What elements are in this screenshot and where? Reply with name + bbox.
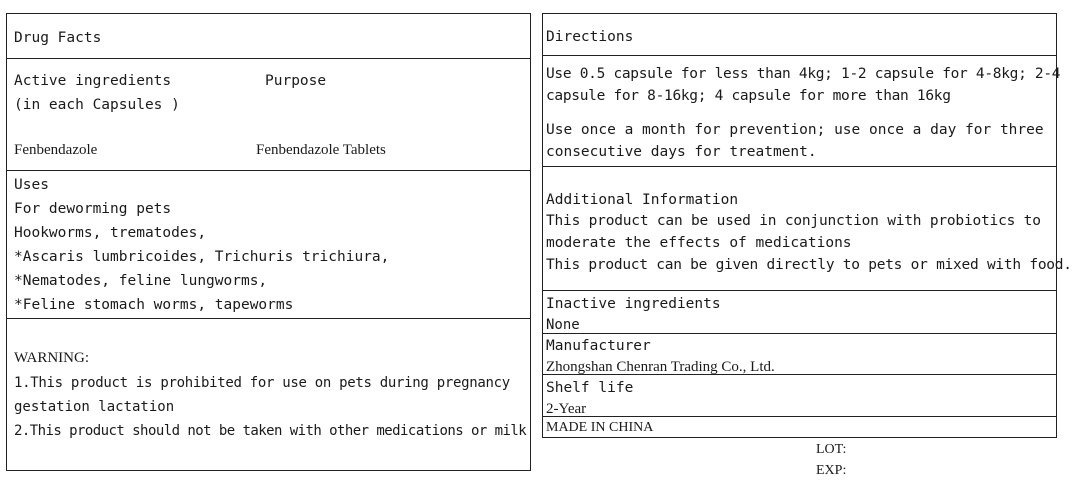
inactive-ingredients-value: None bbox=[546, 317, 580, 333]
ingredient-name: Fenbendazole bbox=[14, 142, 98, 158]
additional-info-line: This product can be used in conjunction with probiotics to bbox=[546, 213, 1041, 229]
divider bbox=[543, 290, 1056, 291]
additional-info-header: Additional Information bbox=[546, 192, 739, 208]
active-ingredients-header: Active ingredients bbox=[14, 73, 172, 89]
purpose-header: Purpose bbox=[265, 73, 327, 89]
warning-line: 2.This product should not be taken with other medications or milk bbox=[14, 423, 527, 439]
made-in-label: MADE IN CHINA bbox=[546, 420, 654, 435]
manufacturer-header: Manufacturer bbox=[546, 338, 651, 354]
divider bbox=[7, 170, 530, 171]
divider bbox=[543, 55, 1056, 56]
divider bbox=[543, 374, 1056, 375]
drug-facts-panel bbox=[6, 13, 531, 471]
additional-info-line: moderate the effects of medications bbox=[546, 235, 852, 251]
inactive-ingredients-header: Inactive ingredients bbox=[546, 296, 721, 312]
ingredient-purpose: Fenbendazole Tablets bbox=[256, 142, 386, 158]
drug-facts-title: Drug Facts bbox=[14, 30, 102, 46]
divider bbox=[7, 58, 530, 59]
warning-line: 1.This product is prohibited for use on pets during pregnancy bbox=[14, 375, 510, 391]
divider bbox=[7, 318, 530, 319]
warning-header: WARNING: bbox=[14, 350, 89, 366]
manufacturer-value: Zhongshan Chenran Trading Co., Ltd. bbox=[546, 359, 775, 375]
directions-line: Use once a month for prevention; use once a day for three bbox=[546, 122, 1044, 138]
directions-line: Use 0.5 capsule for less than 4kg; 1-2 capsule for 4-8kg; 2-4 bbox=[546, 66, 1061, 82]
shelf-life-header: Shelf life bbox=[546, 380, 634, 396]
directions-line: consecutive days for treatment. bbox=[546, 144, 817, 160]
additional-info-line: This product can be given directly to pets or mixed with food. bbox=[546, 257, 1072, 273]
exp-label: EXP: bbox=[816, 463, 847, 478]
uses-line: *Nematodes, feline lungworms, bbox=[14, 273, 268, 289]
divider bbox=[543, 333, 1056, 334]
directions-header: Directions bbox=[546, 29, 634, 45]
divider bbox=[543, 166, 1056, 167]
uses-line: For deworming pets bbox=[14, 201, 172, 217]
warning-line: gestation lactation bbox=[14, 399, 175, 415]
uses-line: Hookworms, trematodes, bbox=[14, 225, 207, 241]
shelf-life-value: 2-Year bbox=[546, 401, 587, 417]
directions-line: capsule for 8-16kg; 4 capsule for more than 16kg bbox=[546, 88, 951, 104]
uses-line: *Ascaris lumbricoides, Trichuris trichiura, bbox=[14, 249, 390, 265]
uses-line: *Feline stomach worms, tapeworms bbox=[14, 297, 294, 313]
directions-panel bbox=[542, 13, 1072, 438]
uses-header: Uses bbox=[14, 177, 49, 193]
lot-label: LOT: bbox=[816, 442, 847, 457]
divider bbox=[543, 416, 1056, 417]
active-ingredients-subheader: (in each Capsules ) bbox=[14, 97, 180, 113]
